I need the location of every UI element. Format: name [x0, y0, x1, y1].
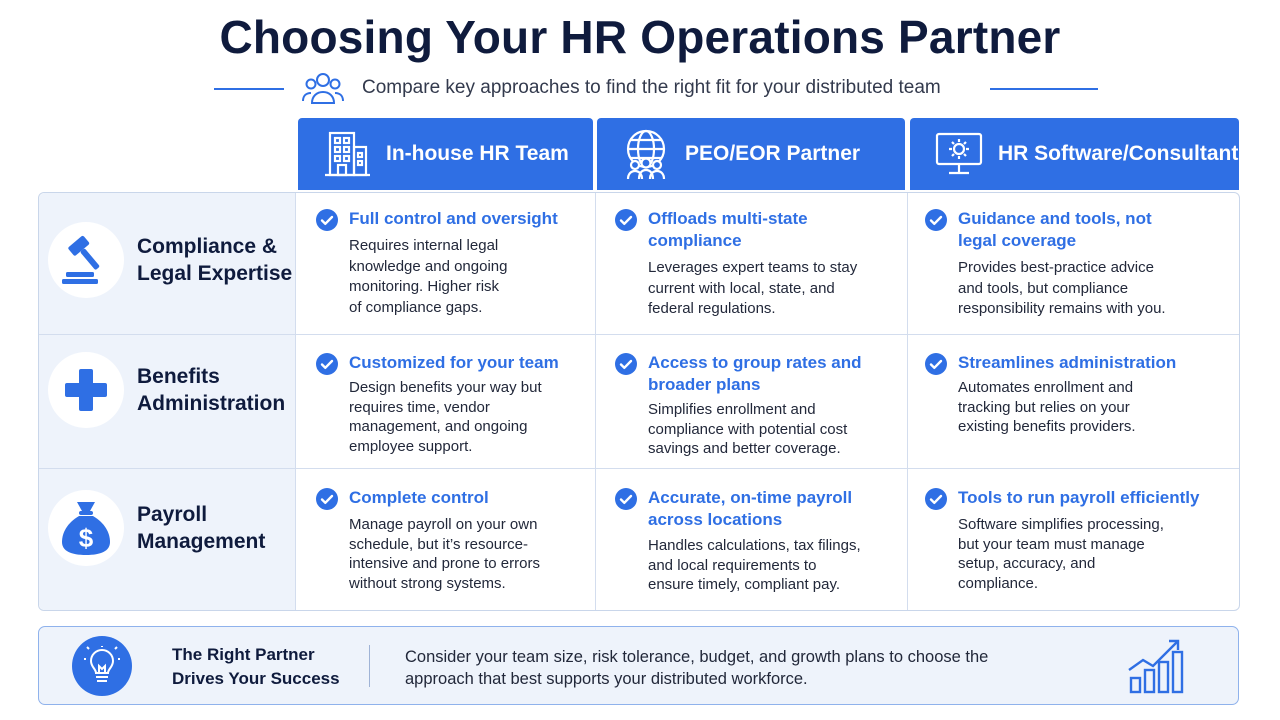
- cell-title: [958, 208, 1203, 252]
- cell-body: [648, 258, 893, 320]
- cell-title: [349, 208, 594, 230]
- cell-body: [349, 236, 594, 318]
- cell-title-line: Tools to run payroll efficiently: [958, 488, 1200, 507]
- cell-body-line: Provides best-practice advice: [958, 259, 1154, 276]
- row-label-text: [137, 501, 265, 555]
- cell-compliance-software: [925, 208, 1203, 320]
- cell-body-line: existing benefits providers.: [958, 418, 1136, 435]
- monitor-gear-icon: [932, 127, 986, 181]
- cell-body-line: of compliance gaps.: [349, 298, 483, 316]
- footer-body: [405, 646, 988, 690]
- check-circle-icon: [615, 488, 637, 510]
- globe-people-icon: [619, 127, 673, 181]
- lightbulb-icon: [84, 646, 120, 686]
- cell-body: [958, 515, 1203, 593]
- cell-body-line: knowledge and ongoing: [349, 257, 508, 275]
- svg-text:$: $: [78, 523, 94, 553]
- cell-title-line: Accurate, on-time payroll: [648, 488, 853, 507]
- cell-body-line: ensure timely, compliant pay.: [648, 576, 841, 593]
- cell-body: [349, 378, 594, 456]
- column-header-in-house: [298, 118, 593, 190]
- column-header-peo-eor: [597, 118, 905, 190]
- cell-benefits-peo: [615, 352, 893, 459]
- cell-body: [648, 536, 893, 595]
- cell-body-line: savings and better coverage.: [648, 440, 841, 457]
- cell-body-line: Leverages expert teams to stay: [648, 259, 858, 276]
- footer-heading-line: Drives Your Success: [172, 669, 340, 688]
- footer-heading-line: The Right Partner: [172, 645, 315, 664]
- row-label-line: Management: [137, 530, 266, 553]
- cell-title-line: Offloads multi-state: [648, 209, 808, 228]
- column-divider: [295, 193, 296, 610]
- gavel-icon: [58, 232, 114, 288]
- check-circle-icon: [316, 209, 338, 231]
- row-label-compliance: [48, 222, 293, 298]
- cell-body-line: requires time, vendor: [349, 398, 490, 416]
- row-icon-badge: [48, 352, 124, 428]
- row-label-line: Benefits: [137, 365, 220, 388]
- cell-compliance-peo: [615, 208, 893, 320]
- cell-body-line: compliance.: [958, 574, 1039, 592]
- cell-body-line: setup, accuracy, and: [958, 555, 1096, 572]
- footer-heading: [172, 643, 340, 691]
- check-circle-icon: [925, 353, 947, 375]
- cell-body-line: responsibility remains with you.: [958, 300, 1166, 317]
- cell-payroll-software: [925, 487, 1203, 593]
- check-circle-icon: [925, 488, 947, 510]
- column-header-label: PEO/EOR Partner: [685, 142, 861, 165]
- cell-body-line: intensive and prone to errors: [349, 555, 540, 572]
- cell-body-line: without strong systems.: [349, 574, 506, 592]
- cell-title: [648, 487, 893, 531]
- cell-body: [958, 258, 1203, 320]
- row-label-line: Administration: [137, 392, 286, 415]
- growth-chart-icon: [1125, 634, 1187, 696]
- team-icon: [302, 70, 344, 106]
- cell-title: [349, 487, 594, 509]
- cell-body-line: monitoring. Higher risk: [349, 278, 500, 295]
- cell-body: [958, 378, 1203, 437]
- cell-payroll-in-house: [316, 487, 594, 593]
- cell-title: [958, 352, 1203, 374]
- cell-body: [349, 515, 594, 593]
- check-circle-icon: [615, 353, 637, 375]
- footer-divider: [369, 645, 370, 687]
- cell-benefits-software: [925, 352, 1203, 437]
- row-divider: [39, 334, 1239, 335]
- cell-title: [648, 208, 893, 252]
- cell-body-line: schedule, but it’s resource-: [349, 535, 528, 553]
- cell-body-line: management, and ongoing: [349, 418, 528, 435]
- row-label-payroll: [48, 490, 293, 566]
- row-label-text: [137, 363, 285, 417]
- check-circle-icon: [615, 209, 637, 231]
- cell-title-line: compliance: [648, 231, 742, 250]
- row-label-line: Legal Expertise: [137, 262, 293, 285]
- cell-benefits-in-house: [316, 352, 594, 456]
- column-divider: [907, 193, 908, 610]
- cell-body-line: Manage payroll on your own: [349, 516, 538, 533]
- cell-title: [958, 487, 1203, 509]
- row-label-text: [137, 233, 292, 287]
- cell-title-line: Full control and oversight: [349, 209, 558, 228]
- cell-body-line: tracking but relies on your: [958, 398, 1130, 416]
- row-divider: [39, 468, 1239, 469]
- column-header-label: In-house HR Team: [386, 142, 569, 165]
- footer-body-line: Consider your team size, risk tolerance, budget, and growth plans to choose the: [405, 648, 989, 666]
- cell-title: [349, 352, 594, 374]
- cell-compliance-in-house: [316, 208, 594, 318]
- subtitle-row: [0, 68, 1280, 108]
- cell-body-line: current with local, state, and: [648, 279, 835, 297]
- cell-title-line: Guidance and tools, not: [958, 209, 1152, 228]
- cell-title-line: Customized for your team: [349, 353, 559, 372]
- cell-body-line: employee support.: [349, 437, 473, 455]
- cell-title-line: legal coverage: [958, 231, 1077, 250]
- money-bag-icon: [59, 499, 113, 557]
- cell-body-line: Simplifies enrollment and: [648, 401, 816, 418]
- cell-body-line: Handles calculations, tax filings,: [648, 537, 861, 554]
- cell-body-line: and local requirements to: [648, 556, 817, 574]
- cell-body-line: Requires internal legal: [349, 237, 499, 254]
- cell-title-line: across locations: [648, 510, 783, 529]
- cell-body-line: federal regulations.: [648, 300, 776, 317]
- cell-body-line: Automates enrollment and: [958, 379, 1134, 396]
- cell-title-line: Access to group rates and: [648, 353, 862, 372]
- row-label-line: Payroll: [137, 503, 208, 526]
- page-subtitle: Compare key approaches to find the right fit for your distributed team: [362, 77, 941, 98]
- subtitle-divider-left: [214, 88, 284, 90]
- cell-title-line: Complete control: [349, 488, 489, 507]
- plus-cross-icon: [61, 365, 111, 415]
- cell-body-line: and tools, but compliance: [958, 279, 1129, 297]
- lightbulb-badge: [72, 636, 132, 696]
- page-title: Choosing Your HR Operations Partner: [219, 11, 1061, 63]
- check-circle-icon: [316, 353, 338, 375]
- cell-body-line: Design benefits your way but: [349, 379, 542, 396]
- check-circle-icon: [925, 209, 947, 231]
- row-icon-badge: [48, 490, 124, 566]
- building-icon: [320, 127, 374, 181]
- cell-body-line: Software simplifies processing,: [958, 516, 1164, 533]
- column-header-software: [910, 118, 1239, 190]
- column-header-label: HR Software/Consultant: [998, 142, 1239, 165]
- check-circle-icon: [316, 488, 338, 510]
- cell-body-line: compliance with potential cost: [648, 420, 848, 438]
- cell-title: [648, 352, 893, 396]
- footer-body-line: approach that best supports your distributed workforce.: [405, 670, 808, 688]
- footer-callout: [38, 626, 1239, 705]
- cell-body-line: but your team must manage: [958, 535, 1145, 553]
- column-divider: [595, 193, 596, 610]
- subtitle-divider-right: [990, 88, 1098, 90]
- cell-title-line: Streamlines administration: [958, 353, 1177, 372]
- row-icon-badge: [48, 222, 124, 298]
- row-label-line: Compliance &: [137, 235, 278, 258]
- row-label-benefits: [48, 352, 293, 428]
- cell-payroll-peo: [615, 487, 893, 595]
- cell-title-line: broader plans: [648, 375, 761, 394]
- cell-body: [648, 400, 893, 459]
